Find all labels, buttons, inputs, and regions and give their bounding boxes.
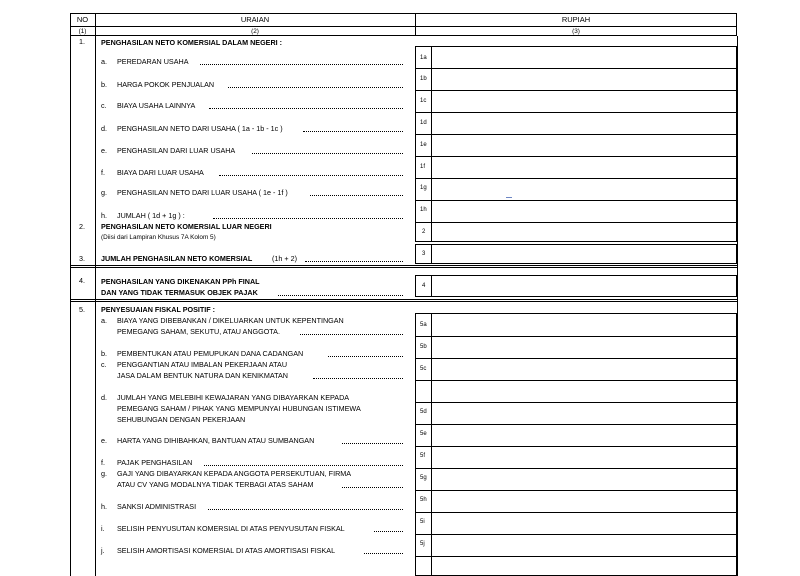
amount-field-3[interactable]	[415, 244, 737, 264]
header-col3: (3)	[572, 28, 580, 35]
code-1d: 1d	[420, 120, 427, 126]
header-no: NO	[76, 15, 89, 24]
item-1e-label: PENGHASILAN DARI LUAR USAHA	[117, 146, 236, 155]
code-1c: 1c	[420, 98, 427, 104]
leader-dots	[228, 87, 403, 88]
item-1d-label: PENGHASILAN NETO DARI USAHA ( 1a - 1b - 1c )	[117, 124, 283, 133]
item-5c-line1: PENGGANTIAN ATAU IMBALAN PEKERJAAN ATAU	[117, 360, 288, 369]
leader-dots	[313, 378, 403, 379]
code-1e: 1e	[420, 142, 427, 148]
leader-dots	[208, 509, 403, 510]
row-divider	[415, 534, 737, 535]
row-divider	[415, 68, 737, 69]
section-2-note: (Diisi dari Lampiran Khusus 7A Kolom 5)	[101, 234, 216, 241]
section-4-title-line1: PENGHASILAN YANG DIKENAKAN PPh FINAL	[101, 277, 260, 286]
item-1d-letter: d.	[101, 124, 107, 133]
blue-mark	[506, 197, 512, 198]
row-divider	[415, 446, 737, 447]
section-separator	[70, 267, 737, 268]
code-column-5	[415, 313, 432, 576]
item-5h-label: SANKSI ADMINISTRASI	[117, 502, 197, 511]
leader-dots	[278, 295, 403, 296]
row-divider	[415, 156, 737, 157]
body-left-border	[70, 36, 71, 576]
code-2: 2	[422, 229, 426, 235]
amount-field-4[interactable]	[415, 275, 737, 297]
item-1g-label: PENGHASILAN NETO DARI LUAR USAHA ( 1e - 1f )	[117, 188, 288, 197]
code-5f: 5f	[420, 453, 426, 459]
item-5j-label: SELISIH AMORTISASI KOMERSIAL DI ATAS AMORTISASI FISKAL	[117, 546, 336, 555]
section-5-number: 5.	[79, 305, 85, 314]
row-divider	[415, 134, 737, 135]
item-1e-letter: e.	[101, 146, 107, 155]
header-rupiah: RUPIAH	[561, 15, 591, 24]
item-5a-line2: PEMEGANG SAHAM, SEKUTU, ATAU ANGGOTA.	[117, 327, 280, 336]
code-1g: 1g	[420, 185, 427, 191]
item-5b-letter: b.	[101, 349, 107, 358]
section-5-title: PENYESUAIAN FISKAL POSITIF :	[101, 305, 216, 314]
code-1f: 1f	[420, 164, 426, 170]
code-5a: 5a	[420, 322, 427, 328]
item-1b-label: HARGA POKOK PENJUALAN	[117, 80, 215, 89]
row-divider	[415, 358, 737, 359]
code-5g: 5g	[420, 475, 427, 481]
code-5b: 5b	[420, 344, 427, 350]
row-divider	[415, 402, 737, 403]
item-5a-line1: BIAYA YANG DIBEBANKAN / DIKELUARKAN UNTUK KEPENTINGAN	[117, 316, 344, 325]
item-5g-line1: GAJI YANG DIBAYARKAN KEPADA ANGGOTA PERSEKUTUAN, FIRMA	[117, 469, 352, 478]
body-no-divider	[95, 36, 96, 576]
leader-dots	[200, 64, 403, 65]
row-divider	[415, 178, 737, 179]
leader-dots	[364, 553, 403, 554]
amount-field-2[interactable]	[415, 222, 737, 242]
section-1-number: 1.	[79, 37, 85, 46]
header-uraian: URAIAN	[240, 15, 270, 24]
code-1a: 1a	[420, 55, 427, 61]
leader-dots	[342, 443, 403, 444]
section-separator	[70, 265, 737, 266]
row-divider	[415, 512, 737, 513]
item-5e-letter: e.	[101, 436, 107, 445]
leader-dots	[213, 218, 403, 219]
section-separator	[70, 301, 737, 302]
leader-dots	[204, 465, 403, 466]
item-5g-letter: g.	[101, 469, 107, 478]
item-1f-label: BIAYA DARI LUAR USAHA	[117, 168, 204, 177]
section-1-title: PENGHASILAN NETO KOMERSIAL DALAM NEGERI :	[101, 38, 283, 47]
row-divider	[415, 424, 737, 425]
item-5d-line2: PEMEGANG SAHAM / PIHAK YANG MEMPUNYAI HUBUNGAN ISTIMEWA	[117, 404, 361, 413]
leader-dots	[300, 334, 403, 335]
leader-dots	[342, 487, 403, 488]
code-5c: 5c	[420, 366, 427, 372]
item-5i-label: SELISIH PENYUSUTAN KOMERSIAL DI ATAS PENYUSUTAN FISKAL	[117, 524, 345, 533]
leader-dots	[374, 531, 403, 532]
code-5e: 5e	[420, 431, 427, 437]
row-divider	[415, 200, 737, 201]
leader-dots	[252, 153, 403, 154]
item-5b-label: PEMBENTUKAN ATAU PEMUPUKAN DANA CADANGAN	[117, 349, 304, 358]
item-5f-label: PAJAK PENGHASILAN	[117, 458, 193, 467]
section-4-title-line2: DAN YANG TIDAK TERMASUK OBJEK PAJAK	[101, 288, 258, 297]
code-5i: 5i	[420, 519, 425, 525]
item-1h-letter: h.	[101, 211, 107, 220]
section-3-title: JUMLAH PENGHASILAN NETO KOMERSIAL	[101, 254, 253, 263]
item-5d-letter: d.	[101, 393, 107, 402]
row-divider	[415, 468, 737, 469]
item-5a-letter: a.	[101, 316, 107, 325]
code-1h: 1h	[420, 207, 427, 213]
section-separator	[70, 299, 737, 300]
amount-field-group-5	[415, 313, 737, 576]
leader-dots	[219, 175, 403, 176]
header-col1: (1)	[78, 28, 87, 35]
code-5h: 5h	[420, 497, 427, 503]
body-right-border	[737, 36, 738, 576]
item-1h-label: JUMLAH ( 1d + 1g ) :	[117, 211, 185, 220]
row-divider	[415, 112, 737, 113]
code-5j: 5j	[420, 541, 425, 547]
section-3-number: 3.	[79, 254, 85, 263]
item-1c-label: BIAYA USAHA LAINNYA	[117, 101, 196, 110]
header-col2: (2)	[251, 28, 259, 35]
item-1b-letter: b.	[101, 80, 107, 89]
item-5c-line2: JASA DALAM BENTUK NATURA DAN KENIKMATAN	[117, 371, 288, 380]
code-4: 4	[422, 283, 426, 289]
leader-dots	[209, 108, 403, 109]
item-5c-letter: c.	[101, 360, 107, 369]
item-5d-line3: SEHUBUNGAN DENGAN PEKERJAAN	[117, 415, 246, 424]
item-5j-letter: j.	[101, 546, 105, 555]
code-3: 3	[422, 251, 426, 257]
code-5d: 5d	[420, 409, 427, 415]
row-divider	[415, 556, 737, 557]
section-3-formula: (1h + 2)	[272, 254, 297, 263]
item-1a-label: PEREDARAN USAHA	[117, 57, 189, 66]
leader-dots	[303, 131, 403, 132]
leader-dots	[305, 261, 403, 262]
row-divider	[415, 90, 737, 91]
leader-dots	[328, 356, 403, 357]
row-divider	[415, 490, 737, 491]
section-2-title: PENGHASILAN NETO KOMERSIAL LUAR NEGERI	[101, 222, 272, 231]
section-4-number: 4.	[79, 276, 85, 285]
item-1g-letter: g.	[101, 188, 107, 197]
item-1f-letter: f.	[101, 168, 105, 177]
item-5i-letter: i.	[101, 524, 105, 533]
code-1b: 1b	[420, 76, 427, 82]
item-5e-label: HARTA YANG DIHIBAHKAN, BANTUAN ATAU SUMBANGAN	[117, 436, 315, 445]
item-5g-line2: ATAU CV YANG MODALNYA TIDAK TERBAGI ATAS SAHAM	[117, 480, 314, 489]
item-5h-letter: h.	[101, 502, 107, 511]
item-5f-letter: f.	[101, 458, 105, 467]
item-1a-letter: a.	[101, 57, 107, 66]
row-divider	[415, 380, 737, 381]
item-5d-line1: JUMLAH YANG MELEBIHI KEWAJARAN YANG DIBAYARKAN KEPADA	[117, 393, 350, 402]
leader-dots	[310, 195, 403, 196]
row-divider	[415, 336, 737, 337]
section-2-number: 2.	[79, 222, 85, 231]
item-1c-letter: c.	[101, 101, 107, 110]
